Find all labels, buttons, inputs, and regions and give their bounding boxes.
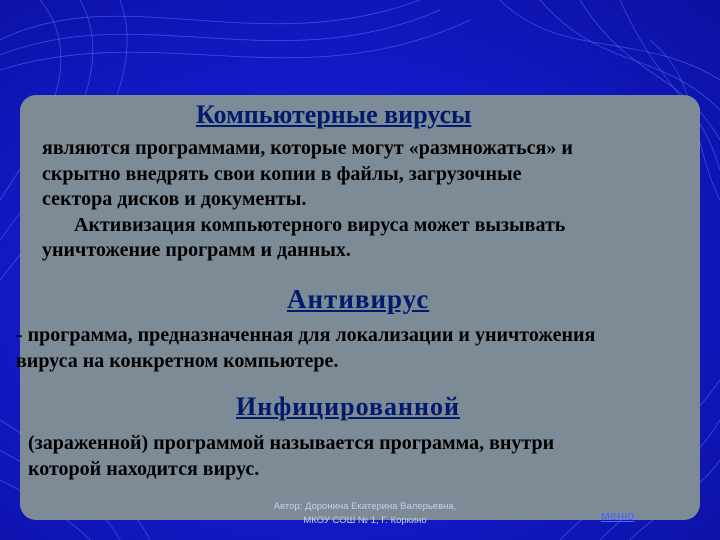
definition-line: скрытно внедрять свои копии в файлы, загрузочные [42, 162, 522, 185]
definition-line: являются программами, которые могут «размножаться» и [42, 137, 573, 159]
activation-line-end: уничтожение программ и данных. [42, 239, 351, 261]
heading-computer-viruses: Компьютерные вирусы [196, 100, 472, 129]
school-line: МКОУ СОШ № 1, Г. Коркино [303, 515, 427, 526]
heading-antivirus: Антивирус [287, 284, 430, 314]
definition-line: сектора дисков и документы. [42, 188, 307, 210]
author-line: Автор: Доронина Екатерина Валерьевна, [273, 501, 457, 512]
antivirus-line: вируса на конкретном компьютере. [16, 350, 339, 372]
definition-paragraph [42, 136, 712, 264]
infected-line: (зараженной) программой называется программа, внутри [28, 432, 555, 454]
activation-line: Активизация компьютерного вируса может вызывать [74, 213, 566, 236]
author-caption [250, 500, 480, 528]
menu-link[interactable]: меню [601, 508, 635, 523]
infected-paragraph [28, 430, 698, 482]
heading-infected: Инфицированной [236, 392, 460, 421]
antivirus-paragraph [16, 322, 716, 374]
antivirus-line: - программа, предназначенная для локализации и уничтожения [16, 324, 596, 346]
infected-line: которой находится вирус. [28, 458, 260, 480]
